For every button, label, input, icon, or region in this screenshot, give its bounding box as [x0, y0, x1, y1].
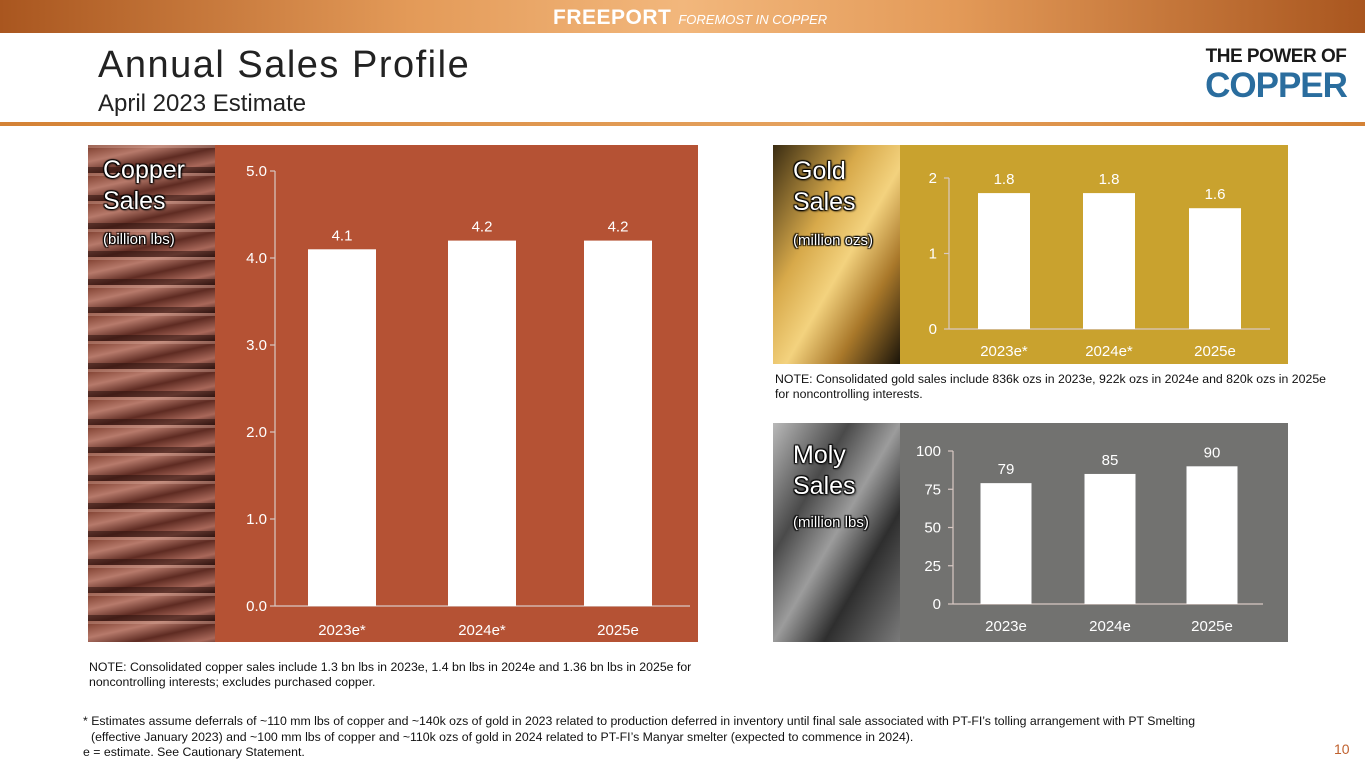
gold-category-label: 2023e* [980, 343, 1028, 360]
moly-category-label: 2023e [985, 618, 1027, 635]
logo-line1: THE POWER OF [1205, 46, 1347, 67]
copper-value-label: 4.1 [331, 227, 353, 245]
copper-unit-label: (billion lbs) [103, 231, 175, 248]
gold-unit-label: (million ozs) [793, 232, 874, 249]
copper-bar-2025e [584, 241, 652, 606]
copper-y-tick-label: 3.0 [246, 337, 267, 354]
gold-note: NOTE: Consolidated gold sales include 836k ozs in 2023e, 922k ozs in 2024e and 820k ozs in 2025e for noncontrolling interests. [775, 372, 1326, 401]
brand-tagline: FOREMOST IN COPPER [678, 12, 828, 27]
copper-y-tick-label: 1.0 [246, 511, 267, 528]
footnote-line1: * Estimates assume deferrals of ~110 mm lbs of copper and ~140k ozs of gold in 2023 related to production deferred in inventory until final sale associated with PT-FI’s tolling arrangement with PT Smelting [83, 714, 1196, 728]
copper-sales-panel [88, 145, 698, 642]
moly-unit-label: (million lbs) [793, 514, 869, 531]
gold-sales-panel [773, 145, 1288, 364]
moly-title-line1: Moly [793, 441, 846, 469]
moly-bar-2023e [981, 483, 1032, 604]
footnote-line3: e = estimate. See Cautionary Statement. [83, 745, 305, 759]
copper-category-label: 2025e [597, 622, 639, 639]
gold-value-label: 1.6 [1204, 186, 1226, 204]
freeport-brand [553, 6, 827, 28]
copper-note: NOTE: Consolidated copper sales include 1.3 bn lbs in 2023e, 1.4 bn lbs in 2024e and 1.36 bn lbs in 2025e for noncontrolling interests; excludes purchased copper. [89, 660, 692, 689]
copper-category-label: 2023e* [318, 622, 366, 639]
moly-y-tick-label: 100 [915, 443, 941, 460]
gold-category-label: 2025e [1194, 343, 1236, 360]
gold-bar-2024e* [1083, 193, 1135, 329]
gold-y-tick-label: 1 [928, 245, 937, 263]
moly-y-tick-label: 75 [924, 481, 941, 499]
logo-line2: COPPER [1205, 66, 1347, 105]
moly-y-tick-label: 25 [924, 557, 941, 575]
copper-panel-title [103, 155, 185, 217]
gold-value-label: 1.8 [1098, 171, 1120, 189]
gold-title-line1: Gold [793, 157, 846, 185]
moly-sales-panel [773, 423, 1288, 642]
copper-cathode-image [88, 145, 215, 642]
moly-value-label: 85 [1101, 451, 1119, 469]
gold-bar-2023e* [978, 193, 1030, 329]
moly-y-tick-label: 50 [924, 519, 941, 537]
gold-title-line2: Sales [793, 188, 856, 216]
copper-value-label: 4.2 [471, 218, 493, 236]
moly-bar-2024e [1085, 474, 1136, 604]
moly-y-tick-label: 0 [932, 596, 941, 613]
gold-y-tick-label: 0 [928, 321, 937, 338]
copper-y-tick-label: 5.0 [246, 163, 267, 180]
moly-value-label: 79 [997, 461, 1015, 479]
moly-category-label: 2025e [1191, 618, 1233, 635]
copper-y-tick-label: 2.0 [246, 424, 267, 441]
header-rule [0, 122, 1365, 126]
page-number: 10 [1334, 741, 1350, 757]
brand-name: FREEPORT [553, 6, 672, 29]
estimate-footnote [83, 714, 1283, 761]
copper-value-label: 4.2 [607, 218, 629, 236]
copper-title-line1: Copper [103, 156, 185, 184]
page-title: Annual Sales Profile [98, 44, 471, 86]
copper-bar-2023e* [308, 249, 376, 606]
gold-y-tick-label: 2 [928, 170, 937, 187]
gold-panel-title [793, 156, 856, 218]
copper-y-tick-label: 4.0 [246, 250, 267, 267]
page-subtitle: April 2023 Estimate [98, 90, 307, 117]
moly-value-label: 90 [1203, 444, 1221, 462]
moly-panel-title [793, 440, 856, 502]
gold-bar-2025e [1189, 208, 1241, 329]
copper-bar-2024e* [448, 241, 516, 606]
gold-category-label: 2024e* [1085, 343, 1133, 360]
moly-category-label: 2024e [1089, 618, 1131, 635]
power-of-copper-logo [1197, 46, 1355, 108]
copper-sales-chart [88, 145, 698, 642]
footnote-line2: (effective January 2023) and ~100 mm lbs of copper and ~110k ozs of gold in 2024 related to PT-FI’s Manyar smelter (expected to commence in 2024). [91, 729, 914, 744]
copper-category-label: 2024e* [458, 622, 506, 639]
gold-value-label: 1.8 [993, 171, 1015, 189]
moly-bar-2025e [1187, 466, 1238, 604]
copper-title-line2: Sales [103, 187, 166, 215]
copper-y-tick-label: 0.0 [246, 598, 267, 615]
moly-title-line2: Sales [793, 472, 856, 500]
